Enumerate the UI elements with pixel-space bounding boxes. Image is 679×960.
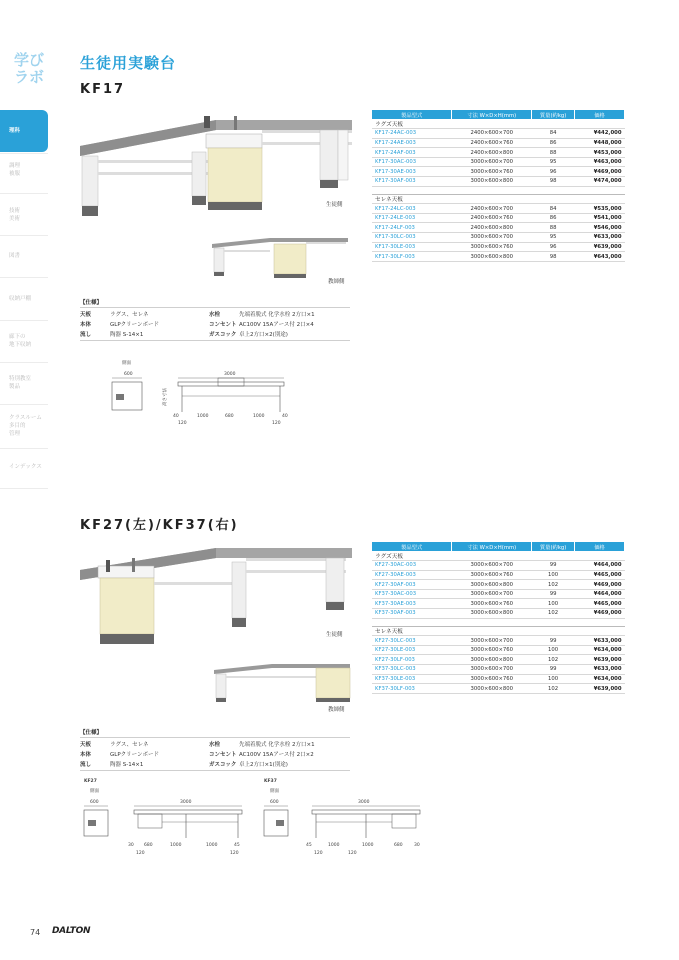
cell-model: KF37-30LF-003 <box>372 684 452 694</box>
cell-dim: 2400×600×800 <box>452 223 532 233</box>
caption-student-side: 生徒側 <box>326 202 343 208</box>
cell-model: KF27-30LF-003 <box>372 655 452 665</box>
cell-price: ¥469,000 <box>575 580 625 590</box>
cell-weight: 95 <box>532 233 575 243</box>
spec-row <box>80 320 159 328</box>
table-row <box>372 223 625 233</box>
drawing-bottom: 40 <box>173 414 179 419</box>
spec-key: 天板 <box>80 742 92 748</box>
col-model: 製品型式 <box>372 110 452 119</box>
cell-price: ¥633,000 <box>575 233 625 243</box>
cell-price: ¥639,000 <box>575 242 625 252</box>
spec-row <box>209 750 314 758</box>
col-model: 製品型式 <box>372 542 452 551</box>
table-row <box>372 580 625 590</box>
drawing-side-label: 側面 <box>122 361 131 366</box>
cell-dim: 3000×600×760 <box>452 570 532 580</box>
group-label: セレネ天板 <box>372 626 625 636</box>
table-row <box>372 129 625 139</box>
drawing-bottom: 1000 <box>206 843 218 848</box>
cell-dim: 3000×600×760 <box>452 242 532 252</box>
spec-row <box>80 330 143 338</box>
col-dim: 寸法 W×D×H(mm) <box>452 542 532 551</box>
cell-weight: 84 <box>532 204 575 214</box>
sidebar-item-cooking[interactable]: 調理 被服 <box>9 163 21 177</box>
table-row <box>372 233 625 243</box>
caption-student-side: 生徒側 <box>326 632 343 638</box>
cell-dim: 3000×600×700 <box>452 665 532 675</box>
group-label: セレネ天板 <box>372 194 625 204</box>
section-title-kf17: KF17 <box>80 82 126 97</box>
table-row <box>372 138 625 148</box>
group-label: ラグズ天板 <box>372 119 625 129</box>
cell-weight: 99 <box>532 665 575 675</box>
dimension-drawing-kf27 <box>82 774 252 858</box>
col-weight: 質量(約kg) <box>532 542 575 551</box>
drawing-model: KF27 <box>84 779 97 784</box>
drawing-bottom: 680 <box>225 414 234 419</box>
cell-dim: 3000×600×760 <box>452 674 532 684</box>
cell-model: KF17-30AE-003 <box>372 167 452 177</box>
cell-model: KF17-30LE-003 <box>372 242 452 252</box>
cell-price: ¥643,000 <box>575 252 625 262</box>
cell-weight: 99 <box>532 636 575 646</box>
cell-dim: 3000×600×700 <box>452 636 532 646</box>
cell-price: ¥639,000 <box>575 684 625 694</box>
cell-price: ¥546,000 <box>575 223 625 233</box>
sidebar-item-library[interactable]: 図書 <box>9 253 21 259</box>
spec-value: 先端着脱式 化学水栓 2方口×1 <box>239 312 315 318</box>
drawing-depth: 600 <box>270 800 279 805</box>
product-image-kf17-student <box>76 112 356 222</box>
spec-value: 先端着脱式 化学水栓 2方口×1 <box>239 742 315 748</box>
drawing-bottom: 1000 <box>253 414 265 419</box>
cell-model: KF27-30AC-003 <box>372 561 452 571</box>
sidebar-item-label: 理科 <box>9 128 21 134</box>
cell-dim: 2400×600×800 <box>452 148 532 158</box>
sidebar-divider <box>0 193 48 194</box>
cell-dim: 3000×600×700 <box>452 589 532 599</box>
brand-logo <box>14 52 54 86</box>
drawing-bottom: 30 <box>128 843 134 848</box>
section-title-kf27-kf37: KF27(左)/KF37(右) <box>80 518 239 533</box>
cell-weight: 99 <box>532 561 575 571</box>
cell-weight: 95 <box>532 157 575 167</box>
cell-weight: 100 <box>532 599 575 609</box>
sidebar-divider <box>0 277 48 278</box>
drawing-model: KF37 <box>264 779 277 784</box>
cell-dim: 3000×600×700 <box>452 157 532 167</box>
drawing-bottom2: 120 <box>178 421 187 426</box>
cell-model: KF17-24LF-003 <box>372 223 452 233</box>
cell-model: KF17-30AF-003 <box>372 177 452 187</box>
cell-weight: 86 <box>532 138 575 148</box>
product-image-kf17-teacher <box>210 232 350 280</box>
drawing-side-label: 側面 <box>90 789 99 794</box>
cell-price: ¥448,000 <box>575 138 625 148</box>
cell-weight: 96 <box>532 167 575 177</box>
cell-weight: 100 <box>532 645 575 655</box>
group-row <box>372 626 625 636</box>
sidebar-divider <box>0 362 48 363</box>
table-row <box>372 204 625 214</box>
sidebar-item-corridor[interactable]: 廊下の 地下収納 <box>9 334 32 348</box>
col-weight: 質量(約kg) <box>532 110 575 119</box>
drawing-bottom2: 120 <box>230 851 239 856</box>
page-number: 74 <box>30 928 41 937</box>
drawing-bottom: 45 <box>306 843 312 848</box>
cell-model: KF27-30LE-003 <box>372 645 452 655</box>
cell-model: KF27-30LC-003 <box>372 636 452 646</box>
spec-value: GLPクリーンボード <box>110 752 160 758</box>
spec-value: 陶器 S-14×1 <box>110 762 144 768</box>
drawing-bottom: 1000 <box>170 843 182 848</box>
spec-key: 天板 <box>80 312 92 318</box>
table-row <box>372 609 625 619</box>
drawing-side-label: 側面 <box>270 789 279 794</box>
table-row <box>372 148 625 158</box>
spec-row <box>209 320 314 328</box>
sidebar-divider <box>0 488 48 489</box>
footer-logo: DALTON <box>52 926 91 936</box>
sidebar-divider <box>0 320 48 321</box>
cell-price: ¥469,000 <box>575 167 625 177</box>
col-price: 価格 <box>575 542 625 551</box>
cell-dim: 3000×600×800 <box>452 580 532 590</box>
spec-key: コンセント <box>209 752 237 758</box>
cell-weight: 88 <box>532 223 575 233</box>
cell-price: ¥633,000 <box>575 665 625 675</box>
spec-value: ラグス、セレネ <box>110 312 149 318</box>
sidebar-item-tech[interactable]: 技術 美術 <box>9 208 21 222</box>
cell-price: ¥639,000 <box>575 655 625 665</box>
cell-model: KF17-24AE-003 <box>372 138 452 148</box>
dimension-drawing-kf17 <box>106 356 306 428</box>
spec-key: 流し <box>80 332 92 338</box>
group-row <box>372 194 625 204</box>
spec-row <box>80 750 159 758</box>
cell-price: ¥464,000 <box>575 589 625 599</box>
cell-model: KF17-30LF-003 <box>372 252 452 262</box>
cell-dim: 2400×600×700 <box>452 204 532 214</box>
drawing-bottom: 30 <box>414 843 420 848</box>
drawing-depth: 600 <box>124 372 133 377</box>
specs-divider <box>80 307 350 308</box>
cell-dim: 3000×600×800 <box>452 252 532 262</box>
cell-dim: 3000×600×800 <box>452 684 532 694</box>
cell-weight: 98 <box>532 177 575 187</box>
cell-model: KF27-30AE-003 <box>372 570 452 580</box>
cell-price: ¥463,000 <box>575 157 625 167</box>
spec-key: ガスコック <box>209 332 237 338</box>
spec-row <box>80 740 148 748</box>
group-row <box>372 119 625 129</box>
table-row <box>372 177 625 187</box>
cell-weight: 98 <box>532 252 575 262</box>
spec-key: 流し <box>80 762 92 768</box>
cell-price: ¥634,000 <box>575 645 625 655</box>
spec-row <box>80 310 148 318</box>
cell-weight: 102 <box>532 580 575 590</box>
cell-price: ¥442,000 <box>575 129 625 139</box>
group-row <box>372 551 625 561</box>
cell-dim: 3000×600×700 <box>452 561 532 571</box>
drawing-bottom2: 120 <box>136 851 145 856</box>
brand-line1: 学び <box>14 51 45 69</box>
table-row <box>372 157 625 167</box>
table-row <box>372 599 625 609</box>
brand-line2: ラボ <box>14 68 45 86</box>
cell-weight: 96 <box>532 242 575 252</box>
page-title: 生徒用実験台 <box>80 54 177 72</box>
cell-price: ¥634,000 <box>575 674 625 684</box>
table-row <box>372 570 625 580</box>
table-row <box>372 645 625 655</box>
cell-model: KF37-30AF-003 <box>372 609 452 619</box>
drawing-width: 3000 <box>224 372 236 377</box>
cell-weight: 100 <box>532 674 575 684</box>
price-table-kf17 <box>372 110 625 262</box>
cell-model: KF17-24AF-003 <box>372 148 452 158</box>
specs-divider <box>80 737 350 738</box>
cell-dim: 2400×600×760 <box>452 138 532 148</box>
sidebar-divider <box>0 235 48 236</box>
cell-dim: 3000×600×760 <box>452 599 532 609</box>
col-dim: 寸法 W×D×H(mm) <box>452 110 532 119</box>
price-table-kf27-kf37 <box>372 542 625 694</box>
spec-value: GLPクリーンボード <box>110 322 160 328</box>
specs-divider <box>80 340 350 341</box>
product-image-kf27-teacher <box>212 660 352 706</box>
cell-dim: 3000×600×700 <box>452 233 532 243</box>
spec-value: 卓上2方口×2(別途) <box>239 332 288 338</box>
cell-price: ¥535,000 <box>575 204 625 214</box>
cell-price: ¥464,000 <box>575 561 625 571</box>
cell-model: KF17-24LC-003 <box>372 204 452 214</box>
table-row <box>372 684 625 694</box>
sidebar-divider <box>0 404 48 405</box>
group-label: ラグズ天板 <box>372 551 625 561</box>
cell-model: KF17-24AC-003 <box>372 129 452 139</box>
spec-value: 卓上2方口×1(別途) <box>239 762 288 768</box>
drawing-height: 高さ寸法 <box>163 388 168 406</box>
drawing-bottom2: 120 <box>314 851 323 856</box>
cell-price: ¥465,000 <box>575 599 625 609</box>
drawing-depth: 600 <box>90 800 99 805</box>
cell-model: KF37-30LE-003 <box>372 674 452 684</box>
spec-key: 本体 <box>80 752 92 758</box>
cell-model: KF17-24LE-003 <box>372 213 452 223</box>
table-row <box>372 589 625 599</box>
spacer-row <box>372 186 625 194</box>
spec-row <box>80 760 143 768</box>
table-row <box>372 636 625 646</box>
cell-model: KF17-30LC-003 <box>372 233 452 243</box>
cell-dim: 2400×600×700 <box>452 129 532 139</box>
cell-dim: 3000×600×800 <box>452 177 532 187</box>
cell-weight: 102 <box>532 609 575 619</box>
drawing-bottom: 1000 <box>328 843 340 848</box>
product-image-kf27-student <box>76 542 356 652</box>
spec-key: 水栓 <box>209 312 221 318</box>
specs-divider <box>80 770 350 771</box>
spec-value: AC100V 15Aアース付 2口×2 <box>239 752 314 758</box>
table-header-row <box>372 110 625 119</box>
drawing-width: 3000 <box>180 800 192 805</box>
cell-price: ¥469,000 <box>575 609 625 619</box>
cell-model: KF17-30AC-003 <box>372 157 452 167</box>
cell-weight: 99 <box>532 589 575 599</box>
spec-row <box>209 740 315 748</box>
table-row <box>372 655 625 665</box>
cell-model: KF37-30LC-003 <box>372 665 452 675</box>
drawing-bottom: 40 <box>282 414 288 419</box>
spec-key: コンセント <box>209 322 237 328</box>
sidebar-item-storage[interactable]: 収納戸棚 <box>9 296 32 302</box>
sidebar-item-science[interactable] <box>0 110 48 152</box>
cell-price: ¥453,000 <box>575 148 625 158</box>
drawing-bottom2: 120 <box>348 851 357 856</box>
cell-model: KF37-30AE-003 <box>372 599 452 609</box>
table-row <box>372 252 625 262</box>
drawing-bottom: 1000 <box>197 414 209 419</box>
sidebar-item-special[interactable]: 特別教室 製品 <box>9 376 32 390</box>
cell-weight: 100 <box>532 570 575 580</box>
table-row <box>372 561 625 571</box>
cell-dim: 3000×600×760 <box>452 167 532 177</box>
spec-value: 陶器 S-14×1 <box>110 332 144 338</box>
table-row <box>372 665 625 675</box>
drawing-bottom: 45 <box>234 843 240 848</box>
specs-heading: 【仕様】 <box>80 300 103 306</box>
drawing-bottom: 1000 <box>362 843 374 848</box>
specs-heading: 【仕様】 <box>80 730 103 736</box>
table-row <box>372 167 625 177</box>
drawing-bottom: 680 <box>144 843 153 848</box>
cell-weight: 86 <box>532 213 575 223</box>
col-price: 価格 <box>575 110 625 119</box>
cell-dim: 3000×600×760 <box>452 645 532 655</box>
cell-model: KF27-30AF-003 <box>372 580 452 590</box>
spec-row <box>209 310 315 318</box>
caption-teacher-side: 教師側 <box>328 279 345 285</box>
dimension-drawing-kf37 <box>262 774 432 858</box>
sidebar-divider <box>0 153 48 154</box>
table-row <box>372 242 625 252</box>
cell-weight: 84 <box>532 129 575 139</box>
spec-key: 本体 <box>80 322 92 328</box>
cell-price: ¥541,000 <box>575 213 625 223</box>
spec-key: 水栓 <box>209 742 221 748</box>
cell-dim: 2400×600×760 <box>452 213 532 223</box>
spec-key: ガスコック <box>209 762 237 768</box>
table-row <box>372 674 625 684</box>
spec-value: ラグス、セレネ <box>110 742 149 748</box>
cell-model: KF37-30AC-003 <box>372 589 452 599</box>
cell-weight: 102 <box>532 684 575 694</box>
spec-row <box>209 760 288 768</box>
drawing-bottom: 680 <box>394 843 403 848</box>
sidebar-divider <box>0 448 48 449</box>
cell-price: ¥474,000 <box>575 177 625 187</box>
table-row <box>372 213 625 223</box>
drawing-width: 3000 <box>358 800 370 805</box>
cell-weight: 88 <box>532 148 575 158</box>
sidebar-item-index[interactable]: インデックス <box>9 464 42 470</box>
spec-row <box>209 330 288 338</box>
sidebar-item-classroom[interactable]: クラスルーム 多目的 管理 <box>9 415 42 437</box>
cell-dim: 3000×600×800 <box>452 609 532 619</box>
table-header-row <box>372 542 625 551</box>
spacer-row <box>372 618 625 626</box>
cell-price: ¥633,000 <box>575 636 625 646</box>
cell-weight: 102 <box>532 655 575 665</box>
caption-teacher-side: 教師側 <box>328 707 345 713</box>
cell-dim: 3000×600×800 <box>452 655 532 665</box>
spec-value: AC100V 15Aアース付 2口×4 <box>239 322 314 328</box>
drawing-bottom2: 120 <box>272 421 281 426</box>
cell-price: ¥465,000 <box>575 570 625 580</box>
